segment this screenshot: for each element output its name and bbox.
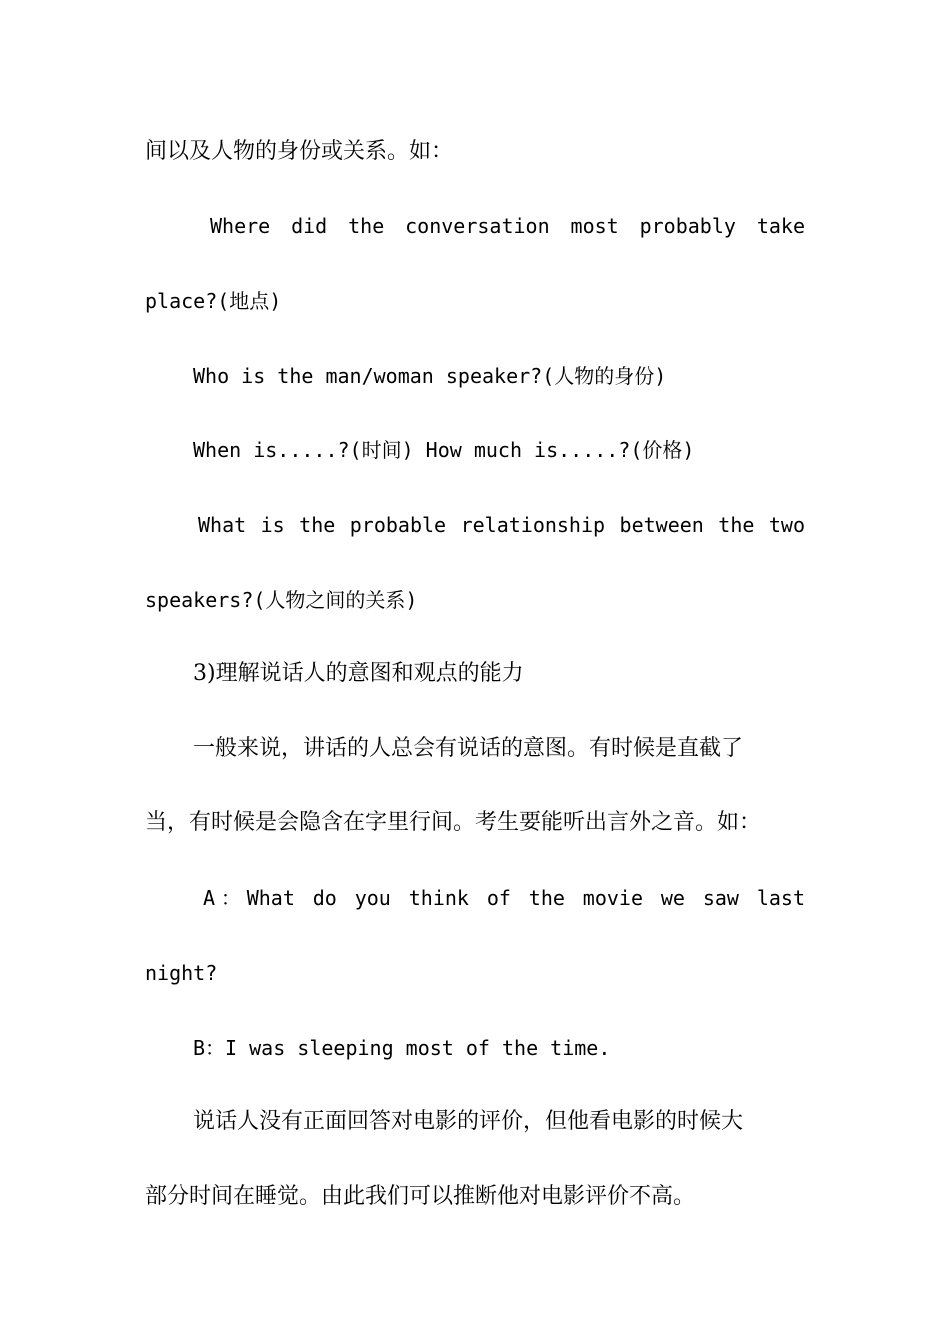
text-line-2: Where did the conversation most probably take [210, 214, 805, 238]
text-line-3: place?(地点) [145, 289, 282, 313]
text-line-14: 说话人没有正面回答对电影的评价，但他看电影的时候大 [193, 1109, 744, 1134]
text-line-4: Who is the man/woman speaker?(人物的身份) [193, 364, 667, 388]
text-line-9: 一般来说，讲话的人总会有说话的意图。有时候是直截了 [193, 736, 744, 761]
text-line-12: night? [145, 961, 218, 985]
text-line-7: speakers?(人物之间的关系) [145, 588, 418, 612]
text-line-11: A：What do you think of the movie we saw last [203, 886, 805, 910]
text-line-1: 间以及人物的身份或关系。如： [145, 139, 454, 164]
text-line-15: 部分时间在睡觉。由此我们可以推断他对电影评价不高。 [145, 1184, 696, 1209]
text-line-13: B：I was sleeping most of the time. [193, 1036, 611, 1060]
text-line-6: What is the probable relationship between the two [198, 513, 805, 537]
text-line-8: 3)理解说话人的意图和观点的能力 [193, 661, 524, 686]
text-line-10: 当，有时候是会隐含在字里行间。考生要能听出言外之音。如： [145, 810, 762, 835]
text-line-5: When is.....?(时间) How much is.....?(价格) [193, 438, 695, 462]
